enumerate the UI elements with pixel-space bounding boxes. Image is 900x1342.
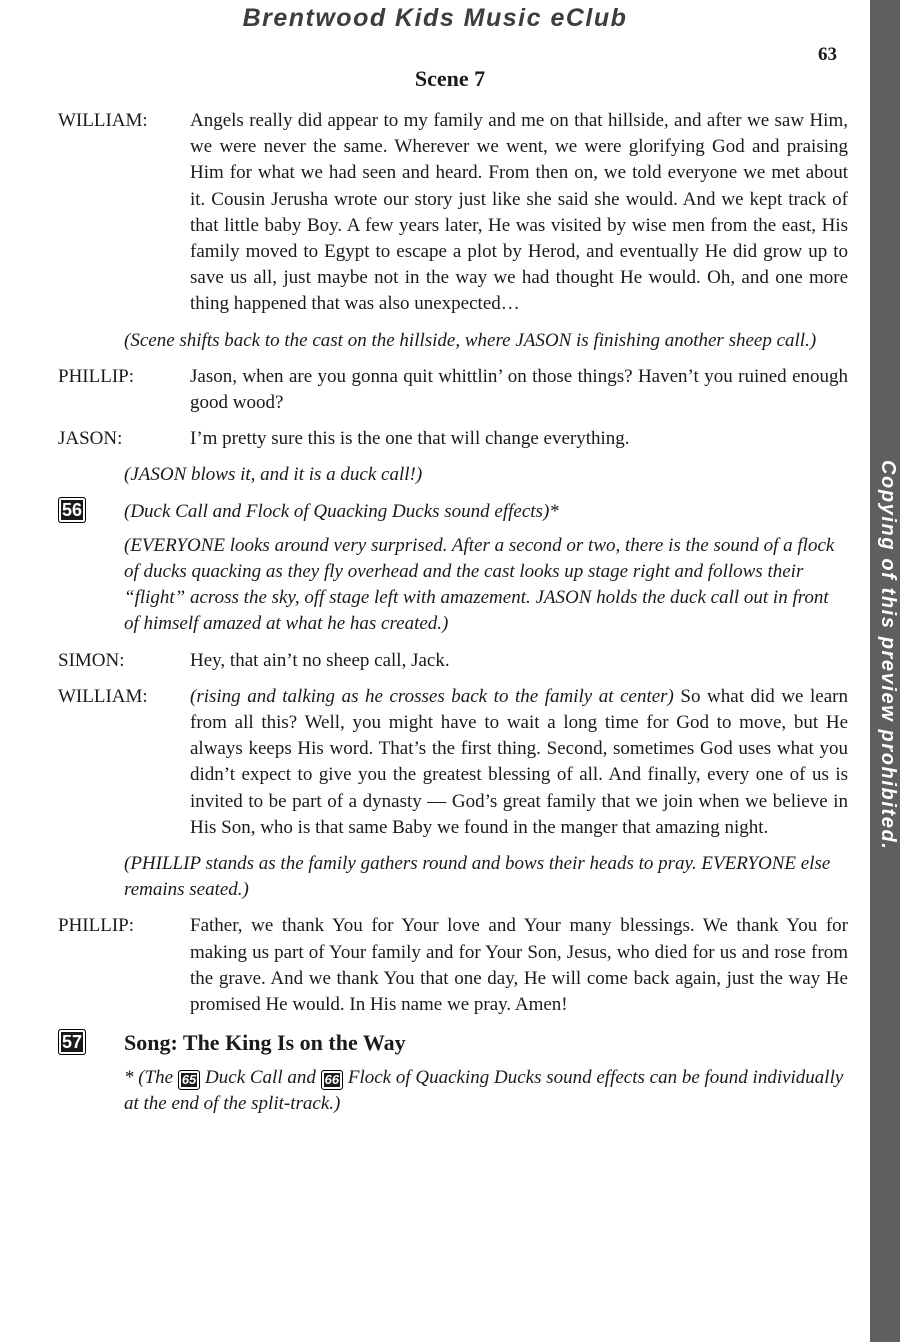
site-header: Brentwood Kids Music eClub xyxy=(242,4,628,32)
speaker-name: PHILLIP: xyxy=(58,915,134,937)
track-badge-container xyxy=(58,1029,96,1056)
sound-cue xyxy=(58,499,848,525)
stage-direction: (PHILLIP stands as the family gathers round and bows their heads to pray. EVERYONE else remains seated.) xyxy=(124,853,831,901)
scene-title: Scene 7 xyxy=(414,66,486,91)
speaker-name: JASON: xyxy=(58,428,123,450)
inline-direction: (rising and talking as he crosses back to the family at center) xyxy=(190,685,674,707)
track-number-icon: 65 xyxy=(178,1070,200,1090)
stage-direction: (Scene shifts back to the cast on the hillside, where JASON is finishing another sheep call.) xyxy=(124,329,817,351)
footnote xyxy=(58,1065,848,1117)
dialogue-block xyxy=(58,426,848,452)
stage-direction: (JASON blows it, and it is a duck call!) xyxy=(124,464,423,486)
song-cue xyxy=(58,1030,848,1056)
dialogue-block xyxy=(58,108,848,318)
track-number-icon: 57 xyxy=(58,1029,86,1055)
track-number-icon: 56 xyxy=(58,497,86,523)
script-body xyxy=(58,108,848,1117)
dialogue-text xyxy=(190,684,848,841)
dialogue-block xyxy=(58,913,848,1018)
song-title: Song: The King Is on the Way xyxy=(124,1030,406,1056)
stage-direction: (EVERYONE looks around very surprised. After a second or two, there is the sound of a flock of ducks quacking as they fly overhead and the cast looks up stage right and follows their “flight” across the sky, off stage left with amazement. JASON holds the duck call out in front of himself amazed at what he has created.) xyxy=(124,534,835,635)
page-number: 63 xyxy=(818,44,837,65)
dialogue-text: I’m pretty sure this is the one that will change everything. xyxy=(190,428,630,450)
footnote-text: Flock of Quacking Ducks sound effects can be found individually at the end of the split-track.) xyxy=(124,1066,844,1114)
track-badge-container xyxy=(58,497,96,524)
dialogue-block xyxy=(58,684,848,841)
dialogue-text: Jason, when are you gonna quit whittlin’ on those things? Haven’t you ruined enough good wood? xyxy=(190,365,848,414)
dialogue-block xyxy=(58,648,848,674)
dialogue-text: Hey, that ain’t no sheep call, Jack. xyxy=(190,649,450,671)
sound-cue-text: (Duck Call and Flock of Quacking Ducks sound effects)* xyxy=(124,500,559,522)
dialogue-text-body: So what did we learn from all this? Well, you might have to wait a long time for God to move, but He always keeps His word. That’s the first thing. Second, sometimes God uses what you didn’t expect to give you the greatest blessing of all. And finally, every one of us is invited to be part of a dynasty — God’s great family that we join when we believe in His Son, who is that same Baby we found in the manger that amazing night. xyxy=(190,685,849,838)
track-number-icon: 66 xyxy=(321,1070,343,1090)
speaker-name: PHILLIP: xyxy=(58,365,134,387)
speaker-name: WILLIAM: xyxy=(58,110,148,131)
dialogue-block xyxy=(58,364,848,416)
footnote-text: * (The xyxy=(124,1066,178,1088)
dialogue-text: Father, we thank You for Your love and Your many blessings. We thank You for making us part of Your family and for Your Son, Jesus, who died for us and rose from the grave. And we thank You that one day, He will come back again, just the way He promised He would. In His name we pray. Amen! xyxy=(190,915,848,1016)
speaker-name: WILLIAM: xyxy=(58,685,148,707)
footnote-text: Duck Call and xyxy=(200,1066,321,1088)
speaker-name: SIMON: xyxy=(58,649,125,671)
dialogue-text: Angels really did appear to my family and me on that hillside, and after we saw Him, we were never the same. Wherever we went, we were glorifying God and praising Him for what we had seen and heard. From then on, we told everyone we met about it. Cousin Jerusha wrote our story just like she said she would. And we kept track of that little baby Boy. A few years later, He was visited by wise men from the east, His family moved to Egypt to escape a plot by Herod, and eventually He did grow up to save us all, just maybe not in the way we had thought He would. Oh, and one more thing happened that was also unexpected… xyxy=(190,110,848,315)
copy-notice: Copying of this preview prohibited. xyxy=(877,460,899,851)
